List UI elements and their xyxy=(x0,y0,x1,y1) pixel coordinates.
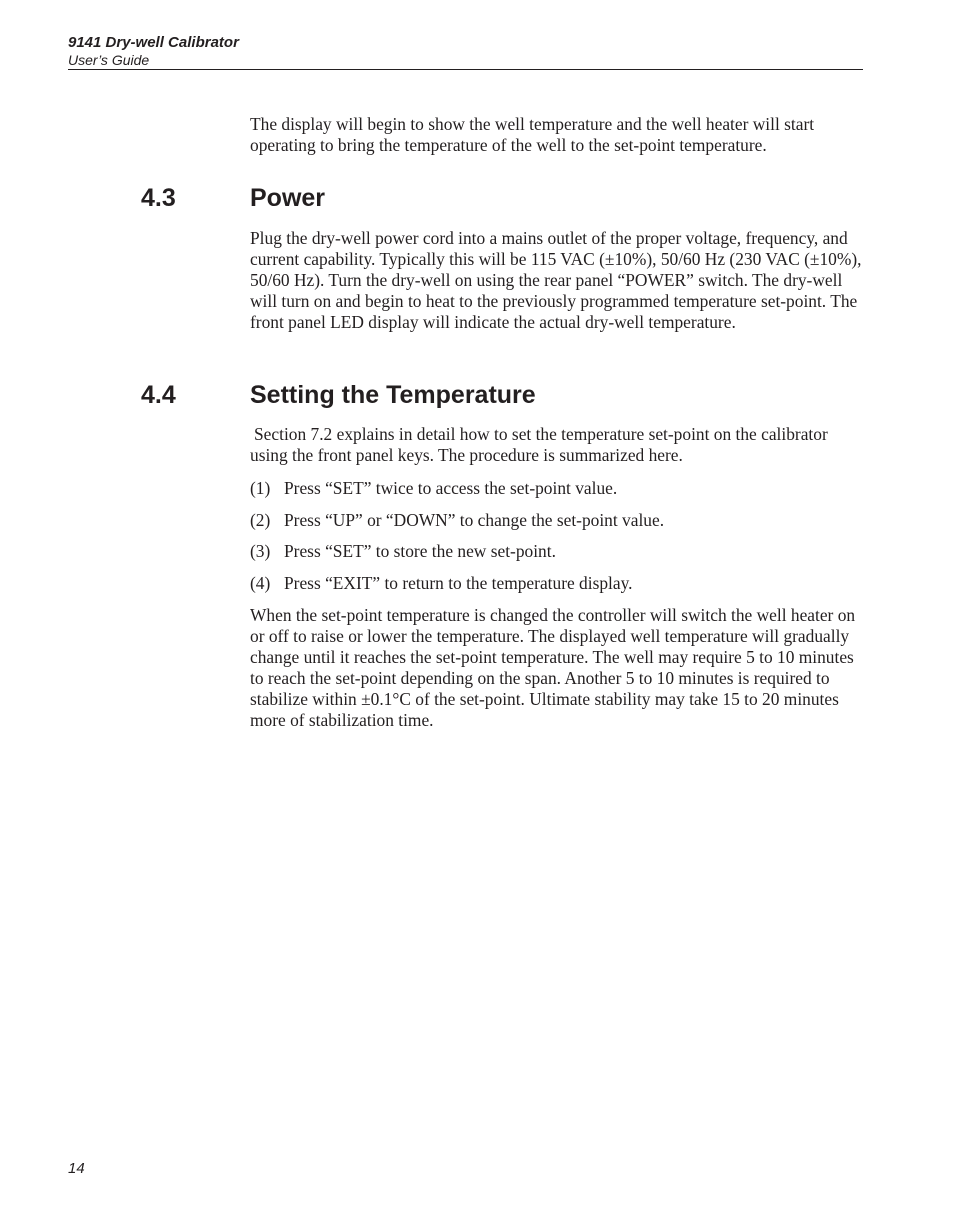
procedure-step xyxy=(250,510,664,531)
procedure-step xyxy=(250,573,633,594)
step-number: (4) xyxy=(250,573,271,593)
section-heading-temperature xyxy=(141,380,536,410)
step-text: Press “SET” to store the new set-point. xyxy=(284,541,556,561)
page-number: 14 xyxy=(68,1160,85,1177)
step-number: (2) xyxy=(250,510,271,530)
procedure-step xyxy=(250,541,556,562)
document-title: 9141 Dry-well Calibrator xyxy=(68,34,239,51)
temperature-closing-paragraph: When the set-point temperature is changed the controller will switch the well heater on or off to raise or lower the temperature. The displayed well temperature will gradually change until it reaches the set-point temperature. The well may require 5 to 10 minutes to reach the set-point depending on the span. Another 5 to 10 minutes is required to stabilize within ±0.1°C of the set-point. Ultimate stability may take 15 to 20 minutes more of stabilization time. xyxy=(250,605,856,730)
document-subtitle: User’s Guide xyxy=(68,52,150,68)
step-number: (3) xyxy=(250,541,271,561)
intro-paragraph: The display will begin to show the well temperature and the well heater will start operating to bring the temperature of the well to the set-point temperature. xyxy=(250,114,815,155)
power-paragraph: Plug the dry-well power cord into a mains outlet of the proper voltage, frequency, and current capability. Typically this will be 115 VAC (±10%), 50/60 Hz (230 VAC (±10%), 50/60 Hz). Turn the dry-well on using the rear panel “POWER” switch. The dry-well will turn on and begin to heat to the previously programmed temperature set-point. The front panel LED display will indicate the actual dry-well temperature. xyxy=(250,228,862,332)
step-text: Press “EXIT” to return to the temperature display. xyxy=(284,573,633,593)
temperature-intro-paragraph: Section 7.2 explains in detail how to set the temperature set-point on the calibrator using the front panel keys. The procedure is summarized here. xyxy=(250,424,828,465)
procedure-step xyxy=(250,478,617,499)
step-text: Press “UP” or “DOWN” to change the set-point value. xyxy=(284,510,665,530)
step-text: Press “SET” twice to access the set-point value. xyxy=(284,478,618,498)
section-number: 4.3 xyxy=(141,184,176,212)
section-title: Power xyxy=(250,184,326,212)
running-header xyxy=(68,34,863,70)
section-title: Setting the Temperature xyxy=(250,381,536,409)
section-heading-power xyxy=(141,183,325,213)
section-number: 4.4 xyxy=(141,381,176,409)
step-number: (1) xyxy=(250,478,271,498)
